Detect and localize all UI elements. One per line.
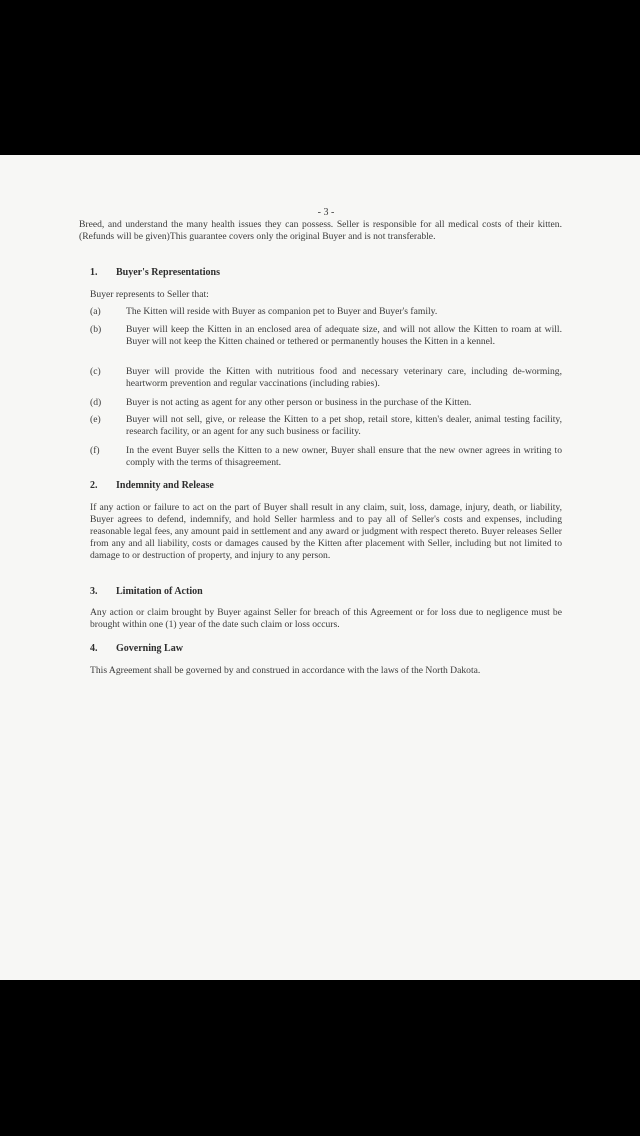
section-1-heading <box>90 267 220 278</box>
page-number: - 3 - <box>317 207 335 218</box>
list-item <box>90 324 562 348</box>
intro-paragraph: Breed, and understand the many health issues they can possess. Seller is responsible for all medical costs of their kitten. (Refunds will be given)This guarantee covers only the original Buyer and is not transferable. <box>79 219 562 242</box>
list-item <box>90 414 562 438</box>
section-1-lead: Buyer represents to Seller that: <box>90 289 209 300</box>
item-label: (e) <box>90 414 101 425</box>
item-text: Buyer will keep the Kitten in an enclosed area of adequate size, and will not allow the Kitten to roam at will. Buyer will not keep the Kitten chained or tethered or permanently houses the Kitten in a kennel. <box>126 324 562 347</box>
section-4-text: This Agreement shall be governed by and construed in accordance with the laws of the North Dakota. <box>90 665 481 676</box>
item-text: In the event Buyer sells the Kitten to a new owner, Buyer shall ensure that the new owner agrees in writing to comply with the terms of thisagreement. <box>126 445 562 468</box>
section-number: 1. <box>90 267 98 278</box>
item-text: The Kitten will reside with Buyer as companion pet to Buyer and Buyer's family. <box>126 306 438 317</box>
list-item <box>90 366 562 390</box>
section-number: 4. <box>90 643 98 654</box>
document-page <box>0 155 640 980</box>
section-title: Buyer's Representations <box>116 267 220 278</box>
item-label: (b) <box>90 324 102 335</box>
section-number: 3. <box>90 586 98 597</box>
item-text: Buyer is not acting as agent for any other person or business in the purchase of the Kitten. <box>126 397 472 408</box>
section-title: Indemnity and Release <box>116 480 214 491</box>
list-item <box>90 397 562 409</box>
item-label: (c) <box>90 366 101 377</box>
item-text: Buyer will provide the Kitten with nutritious food and necessary veterinary care, including de-worming, heartworm prevention and regular vaccinations (including rabies). <box>126 366 562 389</box>
item-text: Buyer will not sell, give, or release the Kitten to a pet shop, retail store, kitten's dealer, animal testing facility, research facility, or an agent for any such business or facility. <box>126 414 562 437</box>
section-number: 2. <box>90 480 98 491</box>
section-3-text: Any action or claim brought by Buyer against Seller for breach of this Agreement or for loss due to negligence must be brought within one (1) year of the date such claim or loss occurs. <box>90 607 562 630</box>
section-4-heading <box>90 643 183 654</box>
section-3-heading <box>90 586 203 597</box>
section-2-text: If any action or failure to act on the part of Buyer shall result in any claim, suit, loss, damage, injury, death, or liability, Buyer agrees to defend, indemnify, and hold Seller harmless and to pay all of Seller's costs and expenses, including reasonable legal fees, any amount paid in settlement and any award or judgment with respect thereto. Buyer releases Seller from any and all liability, costs or damages caused by the Kitten after placement with Seller, including but not limited to damage to or destruction of property, and injury to any person. <box>90 502 562 561</box>
section-title: Governing Law <box>116 643 183 654</box>
item-label: (a) <box>90 306 101 317</box>
item-label: (d) <box>90 397 102 408</box>
list-item <box>90 445 562 469</box>
item-label: (f) <box>90 445 100 456</box>
list-item <box>90 306 562 318</box>
section-2-heading <box>90 480 214 491</box>
section-title: Limitation of Action <box>116 586 203 597</box>
